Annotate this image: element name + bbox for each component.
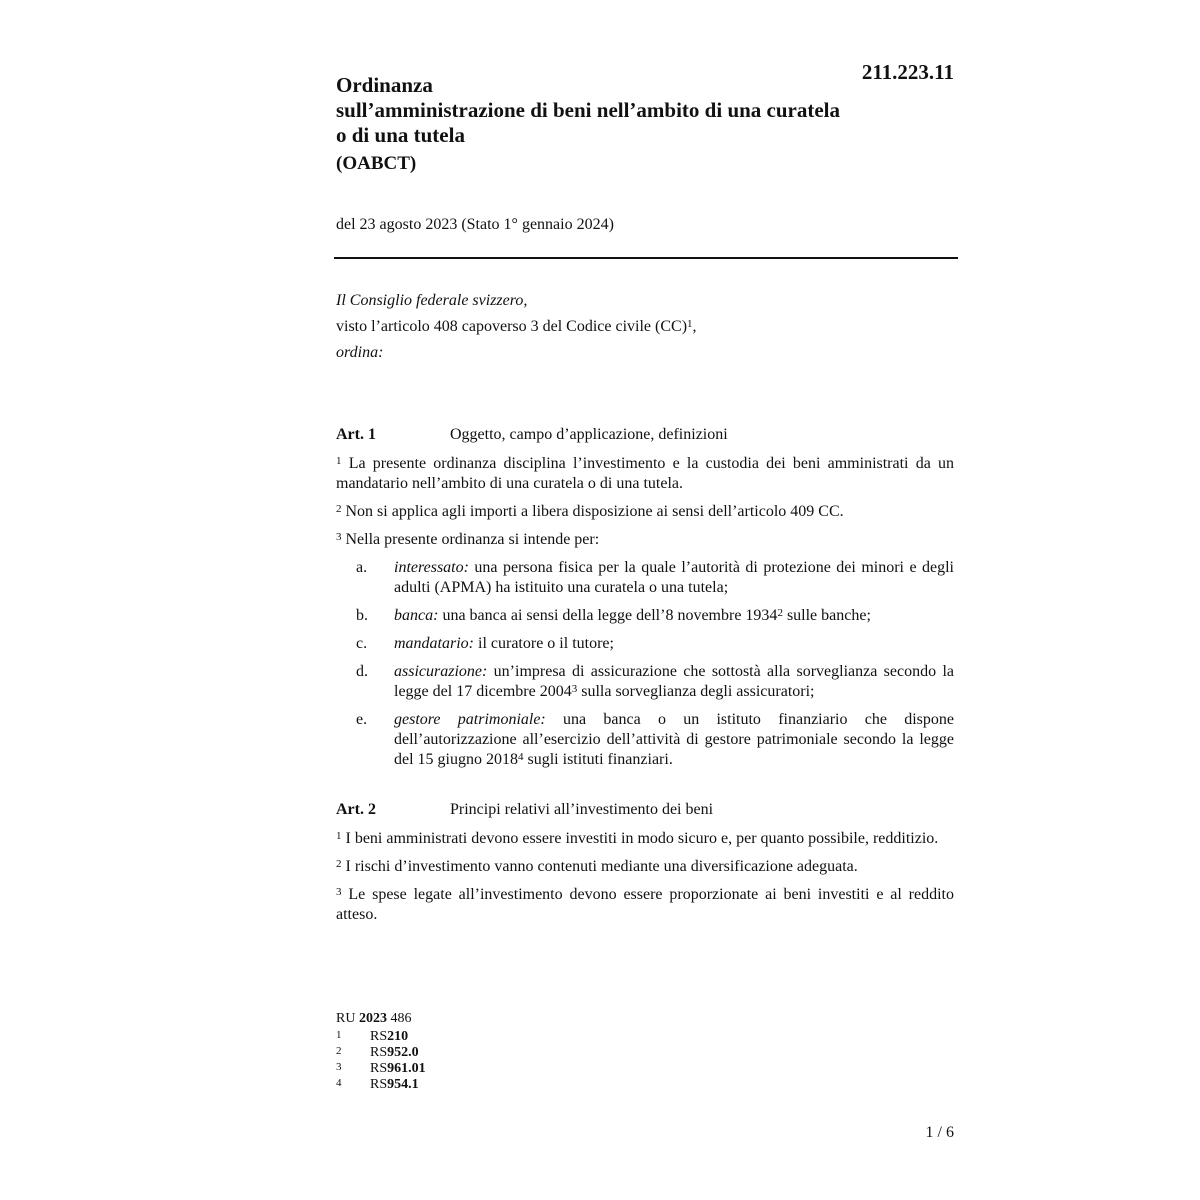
- article-2-paragraph-3: [336, 885, 954, 925]
- document-title: [336, 73, 936, 148]
- item-term: interessato:: [394, 559, 469, 576]
- item-letter: a.: [356, 559, 368, 576]
- preamble-basis-end: ,: [692, 318, 697, 335]
- footnote-number: 2: [336, 1045, 342, 1057]
- article-1-paragraph-1: [336, 454, 954, 494]
- item-body: il curatore o il tutore;: [474, 635, 614, 652]
- title-line-3: o di una tutela: [336, 123, 465, 147]
- item-body: una banca o un istituto finanziario che dispone dell’autorizzazione all’esercizio dell’attività di gestore patrimoniale secondo la legge del 15 giugno 2018: [394, 711, 954, 768]
- ru-prefix: RU: [336, 1011, 359, 1026]
- article-1: [336, 425, 954, 778]
- paragraph-text: I rischi d’investimento vanno contenuti mediante una diversificazione adeguata.: [341, 858, 858, 875]
- article-1-number: Art. 1: [336, 426, 376, 443]
- paragraph-text: Nella presente ordinanza si intende per:: [341, 531, 600, 548]
- item-text: [394, 634, 954, 654]
- ru-page: 486: [386, 1011, 412, 1026]
- footnote-ref-4[interactable]: 4: [518, 751, 524, 763]
- paragraph-text: I beni amministrati devono essere investiti in modo sicuro e, per quanto possibile, redditizio.: [341, 830, 939, 847]
- footnote-ref-3[interactable]: 3: [571, 683, 578, 695]
- footnote-prefix: RS: [370, 1077, 388, 1092]
- item-body: una banca ai sensi della legge dell’8 novembre 1934: [438, 607, 778, 624]
- item-text: [394, 606, 954, 626]
- article-2-number: Art. 2: [336, 801, 376, 818]
- article-1-paragraph-3: [336, 530, 954, 550]
- definition-item-c: [336, 634, 954, 654]
- article-2: [336, 800, 954, 933]
- footnote-prefix: RS: [370, 1029, 388, 1044]
- footnote-number: 4: [336, 1077, 342, 1089]
- definition-item-b: [336, 606, 954, 626]
- paragraph-text: Le spese legate all’investimento devono essere proporzionate ai beni investiti e al reddito atteso.: [336, 886, 954, 923]
- footnote-link[interactable]: 961.01: [387, 1061, 426, 1076]
- item-text: [394, 662, 954, 702]
- paragraph-number: 2: [336, 858, 342, 870]
- article-2-heading: Principi relativi all’investimento dei beni: [450, 801, 714, 818]
- footnote-link[interactable]: 210: [387, 1029, 409, 1044]
- footnote-prefix: RS: [370, 1061, 388, 1076]
- official-compilation-reference: [336, 1011, 426, 1027]
- footnote-ref-1[interactable]: 1: [687, 318, 693, 330]
- definition-item-a: [336, 558, 954, 598]
- item-term: gestore patrimoniale:: [394, 711, 546, 728]
- item-letter: c.: [356, 635, 368, 652]
- document-abbreviation: (OABCT): [336, 153, 417, 174]
- footnotes: [336, 1011, 426, 1093]
- preamble-ordains: ordina:: [336, 344, 384, 361]
- item-body: una persona fisica per la quale l’autorità di protezione dei minori e degli adulti (APMA) ha istituito una curatela o una tutela;: [394, 559, 954, 596]
- item-body: un’impresa di assicurazione che sottostà alla sorveglianza secondo la legge del 17 dicembre 2004: [394, 663, 954, 700]
- sr-number: 211.223.11: [861, 60, 954, 84]
- article-1-heading: Oggetto, campo d’applicazione, definizioni: [450, 426, 728, 443]
- header-divider: [334, 257, 958, 259]
- footnote-ref-2[interactable]: 2: [777, 607, 783, 619]
- item-text: [394, 558, 954, 598]
- definition-list: [336, 558, 954, 770]
- paragraph-number: 1: [336, 830, 342, 842]
- item-term: banca:: [394, 607, 439, 624]
- footnote-prefix: RS: [370, 1045, 388, 1060]
- footnote-4: [336, 1077, 426, 1093]
- footnote-1: [336, 1029, 426, 1045]
- item-letter: d.: [356, 663, 368, 680]
- footnote-number: 3: [336, 1061, 342, 1073]
- article-1-header: [336, 425, 954, 445]
- article-2-header: [336, 800, 954, 820]
- page-number: 1 / 6: [925, 1124, 954, 1141]
- paragraph-number: 1: [336, 455, 342, 467]
- footnote-link[interactable]: 954.1: [387, 1077, 419, 1092]
- ru-year: 2023: [358, 1011, 387, 1026]
- preamble-authority: Il Consiglio federale svizzero,: [336, 292, 528, 309]
- item-text: [394, 710, 954, 770]
- footnote-3: [336, 1061, 426, 1077]
- item-body-end: sugli istituti finanziari.: [523, 751, 673, 768]
- item-letter: e.: [356, 711, 368, 728]
- title-line-2: sull’amministrazione di beni nell’ambito di una curatela: [336, 98, 841, 122]
- item-body-end: sulle banche;: [782, 607, 871, 624]
- paragraph-text: La presente ordinanza disciplina l’investimento e la custodia dei beni amministrati da un mandatario nell’ambito di una curatela o di una tutela.: [336, 455, 954, 492]
- document-page: [336, 0, 956, 1200]
- article-2-paragraph-2: [336, 857, 954, 877]
- item-body-end: sulla sorveglianza degli assicuratori;: [577, 683, 815, 700]
- footnote-2: [336, 1045, 426, 1061]
- footnote-link[interactable]: 952.0: [387, 1045, 419, 1060]
- item-term: assicurazione:: [394, 663, 488, 680]
- paragraph-number: 3: [336, 531, 342, 543]
- article-1-paragraph-2: [336, 502, 954, 522]
- preamble: [336, 288, 697, 366]
- preamble-basis-text: visto l’articolo 408 capoverso 3 del Codice civile (CC): [336, 318, 688, 335]
- paragraph-number: 3: [336, 886, 342, 898]
- footnote-number: 1: [336, 1029, 342, 1041]
- paragraph-text: Non si applica agli importi a libera disposizione ai sensi dell’articolo 409 CC.: [341, 503, 844, 520]
- paragraph-number: 2: [336, 503, 342, 515]
- definition-item-d: [336, 662, 954, 702]
- preamble-basis: [336, 314, 697, 340]
- article-2-paragraph-1: [336, 829, 954, 849]
- title-line-1: Ordinanza: [336, 73, 433, 97]
- item-letter: b.: [356, 607, 368, 624]
- item-term: mandatario:: [394, 635, 474, 652]
- definition-item-e: [336, 710, 954, 770]
- document-date: del 23 agosto 2023 (Stato 1° gennaio 2024): [336, 216, 614, 233]
